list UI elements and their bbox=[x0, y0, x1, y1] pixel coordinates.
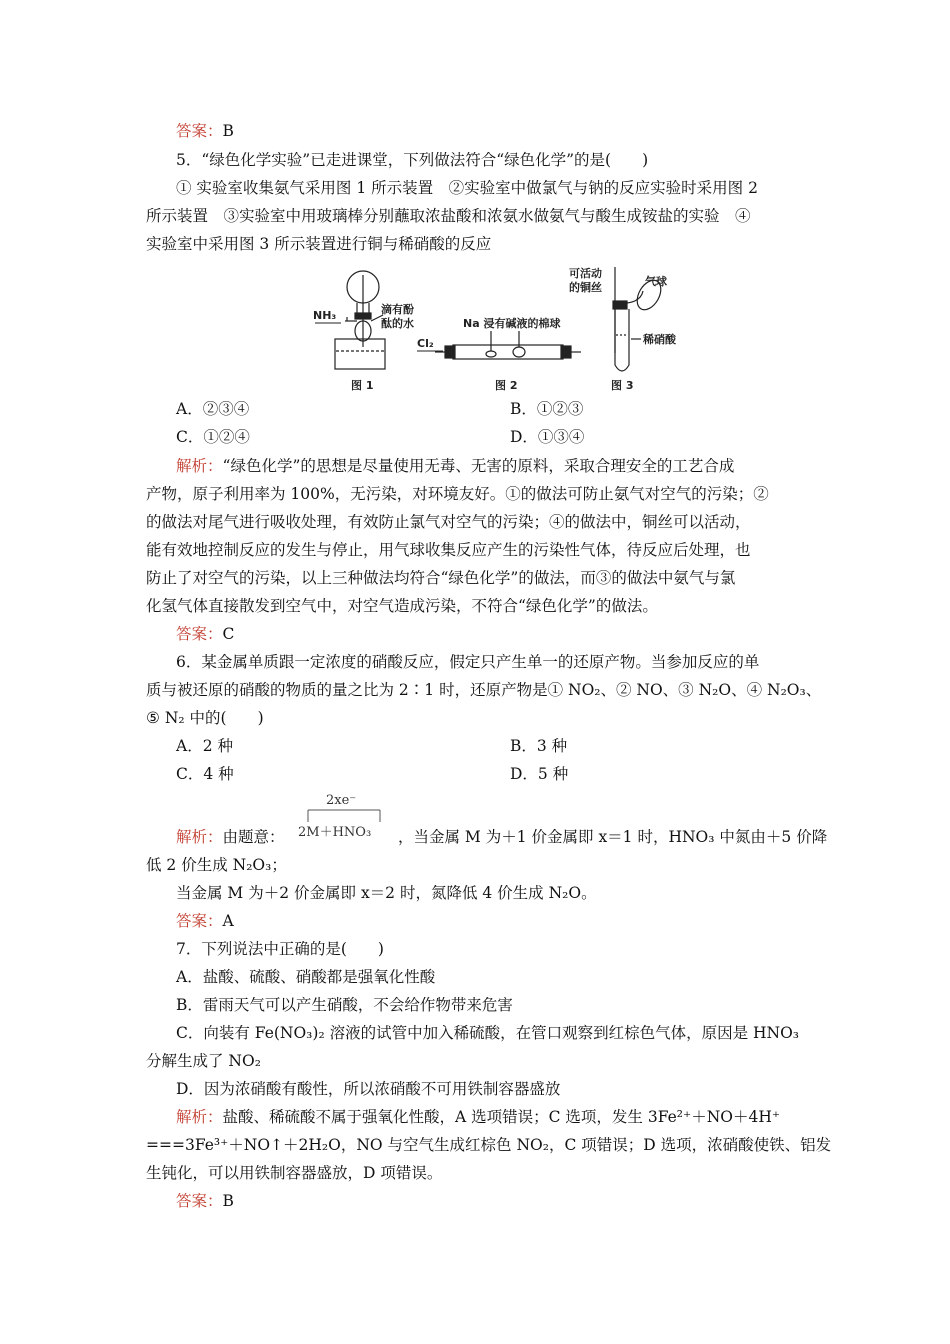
answer-4 bbox=[176, 120, 234, 142]
answer-6 bbox=[176, 910, 234, 932]
electron-transfer-equation bbox=[296, 790, 396, 846]
question-6-line: ⑤ N₂ 中的( ) bbox=[146, 709, 264, 727]
answer-label: 答案： bbox=[176, 625, 223, 643]
nh3-label: NH₃ bbox=[313, 309, 337, 322]
analysis-6-label-line bbox=[176, 826, 285, 848]
figure-2 bbox=[435, 331, 581, 359]
analysis-label: 解析： bbox=[176, 457, 223, 475]
analysis-6-line: 当金属 M 为＋2 价金属即 x＝2 时，氮降低 4 价生成 N₂O。 bbox=[176, 884, 597, 902]
analysis-5-line: 的做法对尾气进行吸收处理，有效防止氯气对空气的污染；④的做法中，铜丝可以活动， bbox=[146, 513, 751, 531]
na-label: Na 浸有碱液的棉球 bbox=[463, 317, 561, 330]
analysis-label: 解析： bbox=[176, 828, 223, 846]
question-5-line: 实验室中采用图 3 所示装置进行铜与稀硝酸的反应 bbox=[146, 235, 492, 253]
answer-value: B bbox=[222, 1192, 234, 1210]
option-7-C: C．向装有 Fe(NO₃)₂ 溶液的试管中加入稀硫酸，在管口观察到红棕色气体，原因是 HNO₃ bbox=[176, 1024, 800, 1042]
option-6-A: A．2 种 bbox=[176, 737, 233, 755]
figure-1 bbox=[335, 271, 385, 369]
option-6-B: B．3 种 bbox=[510, 737, 568, 755]
question-5-stem: 5．“绿色化学实验”已走进课堂，下列做法符合“绿色化学”的是( ) bbox=[176, 151, 649, 169]
water-label-1: 滴有酚 bbox=[381, 303, 414, 316]
apparatus-figure bbox=[305, 265, 685, 395]
analysis-5-line: 化氢气体直接散发到空气中，对空气造成污染，不符合“绿色化学”的做法。 bbox=[146, 597, 658, 615]
question-6-line: 6．某金属单质跟一定浓度的硝酸反应，假定只产生单一的还原产物。当参加反应的单 bbox=[176, 653, 760, 671]
answer-value: B bbox=[222, 122, 234, 140]
electron-count: 2xe⁻ bbox=[326, 793, 357, 808]
analysis-6-line: 低 2 价生成 N₂O₃； bbox=[146, 856, 287, 874]
analysis-text: “绿色化学”的思想是尽量使用无毒、无害的原料，采取合理安全的工艺合成 bbox=[222, 457, 735, 475]
answer-5 bbox=[176, 623, 234, 645]
option-7-D: D．因为浓硝酸有酸性，所以浓硝酸不可用铁制容器盛放 bbox=[176, 1080, 561, 1098]
figure-2-caption: 图 2 bbox=[495, 379, 518, 392]
analysis-7-line: ===3Fe³⁺＋NO↑＋2H₂O，NO 与空气生成红棕色 NO₂，C 项错误；D 选项，浓硝酸使铁、铝发 bbox=[146, 1136, 832, 1154]
option-6-C: C．4 种 bbox=[176, 765, 234, 783]
answer-value: C bbox=[222, 625, 235, 643]
balloon-label: 气球 bbox=[645, 275, 667, 288]
figure-3-caption: 图 3 bbox=[611, 379, 634, 392]
analysis-7-line bbox=[176, 1106, 780, 1128]
option-5-D: D．①③④ bbox=[510, 428, 585, 446]
question-7-stem: 7．下列说法中正确的是( ) bbox=[176, 940, 384, 958]
answer-label: 答案： bbox=[176, 1192, 223, 1210]
option-6-D: D．5 种 bbox=[510, 765, 569, 783]
movable-label-1: 可活动 bbox=[569, 267, 602, 280]
analysis-text: 盐酸、稀硫酸不属于强氧化性酸，A 选项错误；C 选项，发生 3Fe²⁺＋NO＋4H⁺ bbox=[222, 1108, 781, 1126]
analysis-5-line: 防止了对空气的污染，以上三种做法均符合“绿色化学”的做法，而③的做法中氨气与氯 bbox=[146, 569, 736, 587]
cl2-label: Cl₂ bbox=[417, 337, 434, 350]
option-5-B: B．①②③ bbox=[510, 400, 584, 418]
apparatus-drawing bbox=[305, 265, 685, 395]
option-5-C: C．①②④ bbox=[176, 428, 250, 446]
answer-value: A bbox=[222, 912, 234, 930]
acid-label: 稀硝酸 bbox=[643, 333, 676, 346]
answer-label: 答案： bbox=[176, 122, 223, 140]
question-6-line: 质与被还原的硝酸的物质的量之比为 2∶1 时，还原产物是① NO₂、② NO、③ N₂O、④ N₂O₃、 bbox=[146, 681, 822, 699]
equation-reactants: 2M＋HNO₃ bbox=[298, 825, 372, 840]
answer-label: 答案： bbox=[176, 912, 223, 930]
option-5-A: A．②③④ bbox=[176, 400, 250, 418]
option-7-C-cont: 分解生成了 NO₂ bbox=[146, 1052, 261, 1070]
movable-label-2: 的铜丝 bbox=[569, 281, 602, 294]
analysis-7-line: 生钝化，可以用铁制容器盛放，D 项错误。 bbox=[146, 1164, 443, 1182]
analysis-5-line: 能有效地控制反应的发生与停止，用气球收集反应产生的污染性气体，待反应后处理，也 bbox=[146, 541, 751, 559]
figure-1-caption: 图 1 bbox=[351, 379, 374, 392]
analysis-6-line: ，当金属 M 为＋1 价金属即 x＝1 时，HNO₃ 中氮由＋5 价降 bbox=[398, 828, 828, 846]
answer-7 bbox=[176, 1190, 234, 1212]
question-5-line: 所示装置 ③实验室中用玻璃棒分别蘸取浓盐酸和浓氨水做氨气与酸生成铵盐的实验 ④ bbox=[146, 207, 751, 225]
analysis-5-line bbox=[176, 455, 734, 477]
analysis-text: 由题意： bbox=[222, 828, 285, 846]
option-7-A: A．盐酸、硫酸、硝酸都是强氧化性酸 bbox=[176, 968, 436, 986]
water-label-2: 酞的水 bbox=[381, 317, 414, 330]
analysis-5-line: 产物，原子利用率为 100%，无污染，对环境友好。①的做法可防止氨气对空气的污染；② bbox=[146, 485, 769, 503]
question-5-line: ① 实验室收集氨气采用图 1 所示装置 ②实验室中做氯气与钠的反应实验时采用图 2 bbox=[176, 179, 758, 197]
option-7-B: B．雷雨天气可以产生硝酸，不会给作物带来危害 bbox=[176, 996, 513, 1014]
analysis-label: 解析： bbox=[176, 1108, 223, 1126]
